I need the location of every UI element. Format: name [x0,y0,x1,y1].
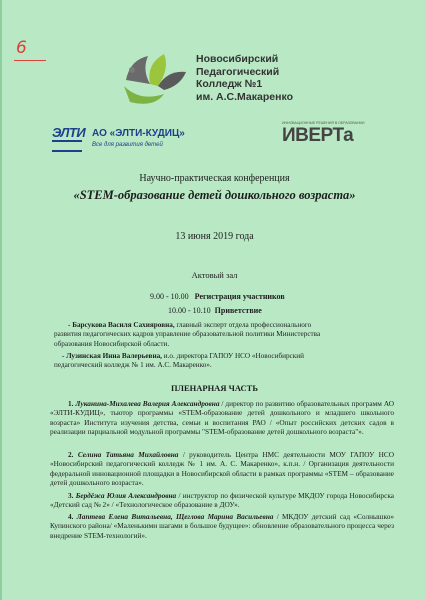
conference-date: 13 июня 2019 года [175,231,254,242]
speaker-number: 4. [68,512,74,521]
schedule-time: 10.00 - 10.10 [168,306,211,315]
iverta-subtitle: ИННОВАЦИОННЫЕ РЕШЕНИЯ В ОБРАЗОВАНИИ [282,121,365,125]
speaker-number: 3. [68,491,74,500]
greeting-line: образования Новосибирской области. [54,339,170,348]
iverta-name: ИВЕРТа [282,125,354,146]
speaker-name: Селина Татьяна Михайловна [77,450,179,459]
speaker-name: Бердёжа Юлия Александровна [75,491,177,500]
elti-kudits-logo [52,125,202,157]
speaker-role: главный эксперт отдела профессионального [174,321,312,329]
college-name-line: Новосибирский [196,53,279,65]
speaker-item [50,450,394,488]
greeting-line [54,321,399,330]
conference-type: Научно-практическая конференция [139,173,290,184]
college-name-line: им. А.С.Макаренко [196,90,293,103]
college-name-line: Педагогический [196,65,280,78]
speaker-description: / МКДОУ детский сад «Солнышко» Купинского района/ «Маленькими шагами в большое будущее»: обновление образовательного процесса через внедрение STEM-технологий». [50,512,395,540]
elti-mark-stripes [52,140,82,152]
speaker-name: Лаптева Елена Витальевна, Щеглова Марина Васильевна [76,512,274,521]
speaker-number: 2. [68,450,74,459]
college-emblem-icon [120,50,194,110]
schedule-event: Приветствие [214,306,262,315]
college-name-line: Колледж №1 [196,78,263,91]
greeting-item [54,352,399,371]
speaker-item [50,399,394,437]
speaker-number: 1. [68,399,74,408]
conference-title: «STEM-образование детей дошкольного возраста» [73,188,356,202]
schedule-row [150,292,285,301]
greeting-line: развития педагогических кадров управление образовательной политики Министерства [54,330,321,339]
greeting-item [54,321,399,349]
plenary-heading: ПЛЕНАРНАЯ ЧАСТЬ [171,383,258,393]
speaker-name: - Барсукова Василя Сахияровна, [68,321,175,329]
college-logo-block [120,50,330,108]
speaker-name: Луканина-Михалева Валерия Александровна [75,399,220,408]
greeting-line [54,352,399,361]
speaker-name: - Лузинская Инна Валерьевна, [62,352,162,360]
venue: Актовый зал [191,270,238,280]
elti-mark-text: ЭЛТИ [52,125,86,140]
schedule-time: 9.00 - 10.00 [150,292,189,301]
schedule-event: Регистрация участников [194,292,285,301]
schedule-row [168,306,262,315]
elti-tagline: Все для развития детей [92,142,163,148]
handwritten-page-number: 6 [14,38,46,61]
iverta-logo [282,121,392,151]
speaker-role: и.о. директора ГАПОУ НСО «Новосибирский [161,352,304,360]
greeting-line: педагогический колледж № 1 им. А.С. Макаренко». [54,361,212,370]
speaker-description: / инструктор по физической культуре МКДОУ города Новосибирска «Детский сад № 2» / «Технологическое образование в ДОУ». [50,491,394,510]
college-name [196,53,336,103]
elti-mark-icon [52,125,86,153]
speaker-item [50,512,394,540]
speaker-item [50,491,394,510]
speaker-description: / директор по развитию образовательных программ АО «ЭЛТИ-КУДИЦ», тьютор программы «STEM-образование детей дошкольного и младшего школьного возраста» Института изучения детства, семьи и воспитания РАО / «Опыт российских детских садов в реализации парциальной модульной программы "STEM-образование детей дошкольного возраста"». [50,399,394,437]
elti-name: АО «ЭЛТИ-КУДИЦ» [92,128,185,139]
speaker-description: / руководитель Центра НМС деятельности МОУ ГАПОУ НСО «Новосибирский педагогический колледж № 1 им. А. С. Макаренко», к.п.н. / Организация деятельности федеральной инновационной площадки в Новосибирской области в рамках программы «STEM – образование детей дошкольного возраста». [50,450,394,488]
